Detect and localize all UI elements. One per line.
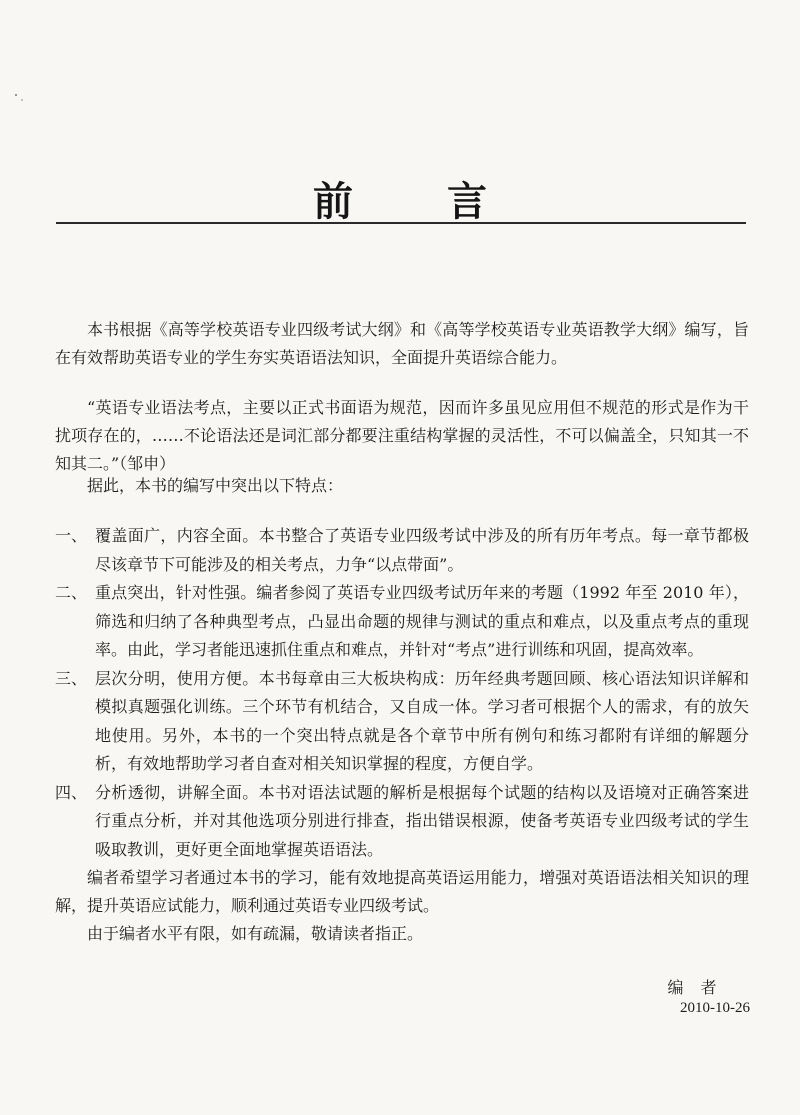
intro-paragraph: 本书根据《高等学校英语专业四级考试大纲》和《高等学校英语专业英语教学大纲》编写，旨在有效帮助英语专业的学生夯实英语语法知识，全面提升英语综合能力。 — [55, 320, 749, 367]
feature-item — [55, 579, 749, 665]
closing-paragraph: 编者希望学习者通过本书的学习，能有效地提高英语运用能力，增强对英语语法相关知识的理解，提升英语应试能力，顺利通过英语专业四级考试。 — [55, 868, 749, 915]
feature-text: 覆盖面广，内容全面。本书整合了英语专业四级考试中涉及的所有历年考点。每一章节都极尽该章节下可能涉及的相关考点，力争“以点带面”。 — [95, 526, 749, 574]
feature-number: 一、 — [55, 526, 88, 545]
quote-paragraph: “英语专业语法考点，主要以正式书面语为规范，因而许多虽见应用但不规范的形式是作为干扰项存在的，……不论语法还是词汇部分都要注重结构掌握的灵活性，不可以偏盖全，只知其一不知其二。”（邹申） — [55, 398, 749, 473]
feature-number: 三、 — [55, 668, 88, 688]
feature-text: 重点突出，针对性强。编者参阅了英语专业四级考试历年来的考题（1992 年至 2010 年），筛选和归纳了各种典型考点，凸显出命题的规律与测试的重点和难点，以及重点考点的重现率。由此，学习者能迅速抓住重点和难点，并针对“考点”进行训练和巩固，提高效率。 — [95, 583, 749, 659]
feature-text: 分析透彻，讲解全面。本书对语法试题的解析是根据每个试题的结构以及语境对正确答案进行重点分析，并对其他选项分别进行排查，指出错误根源，使备考英语专业四级考试的学生吸取教训，更好更全面地掌握英语语法。 — [95, 782, 749, 859]
apology-paragraph: 由于编者水平有限，如有疏漏，敬请读者指正。 — [87, 924, 424, 943]
scan-speck — [15, 94, 17, 96]
page-title: 前 言 — [313, 178, 527, 225]
feature-item — [55, 522, 749, 579]
feature-item — [55, 779, 749, 865]
signature-date: 2010-10-26 — [680, 1000, 750, 1016]
feature-text: 层次分明，使用方便。本书每章由三大板块构成：历年经典考题回顾、核心语法知识详解和模拟真题强化训练。三个环节有机结合，又自成一体。学习者可根据个人的需求，有的放矢地使用。另外，本书的一个突出特点就是各个章节中所有例句和练习都附有详细的解题分析，有效地帮助学习者自查对相关知识掌握的程度，方便自学。 — [95, 668, 749, 773]
features-list — [55, 522, 749, 864]
feature-number: 四、 — [55, 782, 88, 802]
title-divider — [56, 222, 746, 224]
scan-speck — [21, 99, 23, 101]
features-lead: 据此，本书的编写中突出以下特点： — [87, 476, 344, 495]
feature-number: 二、 — [55, 583, 88, 602]
feature-item — [55, 665, 749, 779]
author-signature: 编 者 — [667, 978, 723, 997]
